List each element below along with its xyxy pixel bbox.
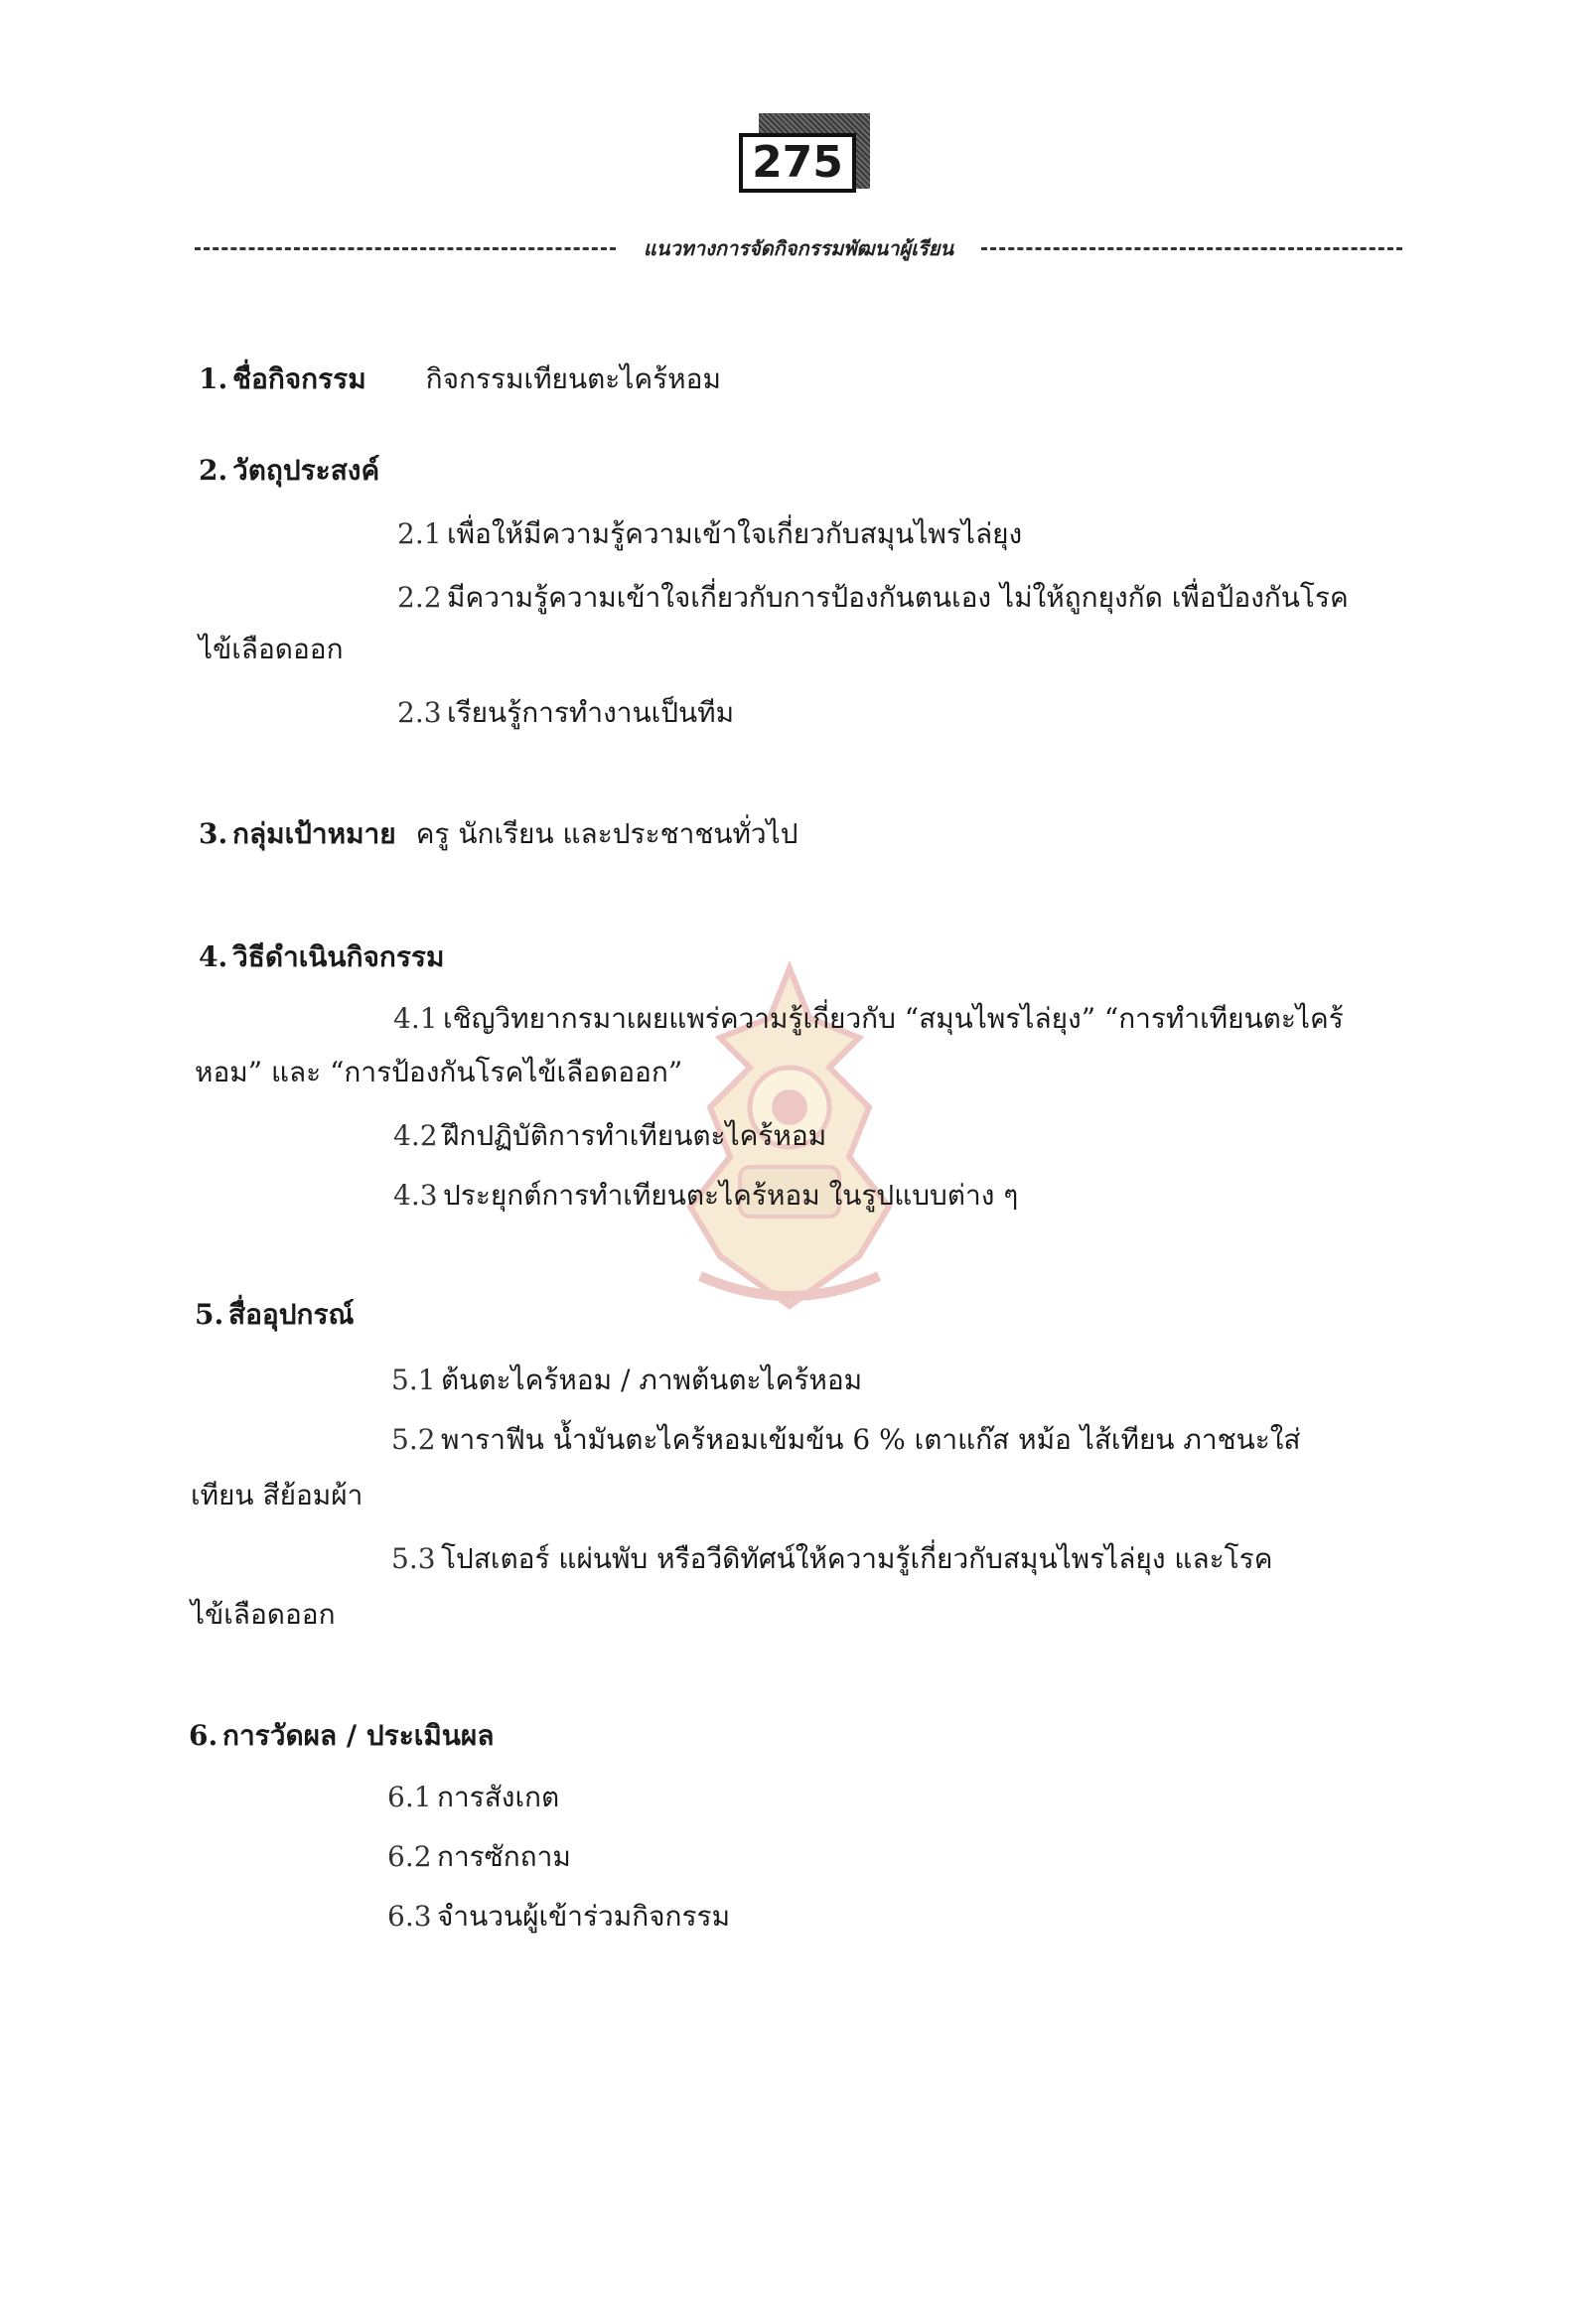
- item-number: 6.2: [387, 1840, 432, 1873]
- list-item: [393, 1178, 1018, 1214]
- header-title: แนวทางการจัดกิจกรรมพัฒนาผู้เรียน: [643, 236, 954, 260]
- item-number: 2.2: [397, 581, 442, 614]
- item-number: 5.1: [391, 1364, 436, 1396]
- list-item-continuation: หอม” และ “การป้องกันโรคไข้เลือดออก”: [195, 1056, 683, 1088]
- section-heading: วัตถุประสงค์: [232, 454, 380, 487]
- section-3: [199, 816, 798, 852]
- item-number: 2.3: [397, 696, 442, 729]
- item-number: 5.2: [391, 1423, 436, 1456]
- item-text: จำนวนผู้เข้าร่วมกิจกรรม: [437, 1900, 731, 1933]
- section-number: 6.: [189, 1719, 218, 1752]
- section-number: 2.: [199, 454, 228, 487]
- list-item: [387, 1899, 730, 1935]
- list-item: [397, 580, 1349, 616]
- item-text: พาราฟีน น้ำมันตะไคร้หอมเข้มข้น 6 % เตาแก๊ส หม้อ ไส้เทียน ภาชนะใส่: [441, 1423, 1301, 1456]
- list-item: [391, 1541, 1272, 1577]
- item-text: ประยุกต์การทำเทียนตะไคร้หอม ในรูปแบบต่าง ๆ: [443, 1179, 1019, 1212]
- list-item: [387, 1839, 571, 1875]
- item-text: การสังเกต: [437, 1781, 560, 1813]
- section-2: [199, 453, 379, 489]
- item-number: 4.1: [393, 1002, 438, 1035]
- item-number: 4.2: [393, 1119, 438, 1152]
- section-number: 1.: [199, 362, 228, 395]
- list-item-continuation: ไข้เลือดออก: [199, 633, 344, 665]
- list-item-continuation: ไข้เลือดออก: [191, 1598, 336, 1631]
- list-item: [387, 1780, 559, 1815]
- section-6: [189, 1718, 495, 1754]
- item-text: เพื่อให้มีความรู้ความเข้าใจเกี่ยวกับสมุนไพรไล่ยุง: [447, 517, 1023, 550]
- item-text: ฝึกปฏิบัติการทำเทียนตะไคร้หอม: [443, 1119, 827, 1152]
- list-item-continuation: เทียน สีย้อมผ้า: [191, 1479, 363, 1511]
- item-number: 2.1: [397, 517, 442, 550]
- item-text: ต้นตะไคร้หอม / ภาพต้นตะไคร้หอม: [441, 1364, 863, 1396]
- item-text: มีความรู้ความเข้าใจเกี่ยวกับการป้องกันตนเอง ไม่ให้ถูกยุงกัด เพื่อป้องกันโรค: [447, 581, 1349, 614]
- list-item: [391, 1422, 1301, 1458]
- section-number: 3.: [199, 817, 228, 850]
- item-number: 4.3: [393, 1179, 438, 1212]
- item-number: 5.3: [391, 1542, 436, 1575]
- section-heading: วิธีดำเนินกิจกรรม: [232, 940, 445, 973]
- item-text: เชิญวิทยากรมาเผยแพร่ความรู้เกี่ยวกับ “สมุนไพรไล่ยุง” “การทำเทียนตะไคร้: [443, 1002, 1344, 1035]
- item-text: โปสเตอร์ แผ่นพับ หรือวีดิทัศน์ให้ความรู้เกี่ยวกับสมุนไพรไล่ยุง และโรค: [441, 1542, 1273, 1575]
- item-number: 6.1: [387, 1781, 432, 1813]
- item-text: การซักถาม: [437, 1840, 571, 1873]
- section-5: [195, 1297, 354, 1333]
- target-group: ครู นักเรียน และประชาชนทั่วไป: [415, 817, 798, 850]
- section-heading: กลุ่มเป้าหมาย: [232, 817, 396, 850]
- section-number: 4.: [199, 940, 228, 973]
- list-item: [397, 695, 734, 731]
- item-number: 6.3: [387, 1900, 432, 1933]
- list-item: [397, 516, 1022, 552]
- item-text: เรียนรู้การทำงานเป็นทีม: [447, 696, 735, 729]
- section-4: [199, 939, 444, 975]
- section-heading: ชื่อกิจกรรม: [232, 362, 366, 395]
- section-heading: สื่ออุปกรณ์: [228, 1298, 355, 1331]
- activity-name: กิจกรรมเทียนตะไคร้หอม: [425, 362, 721, 395]
- section-1: [199, 361, 721, 397]
- list-item: [391, 1363, 862, 1398]
- section-number: 5.: [195, 1298, 224, 1331]
- page-number: 275: [739, 133, 856, 193]
- list-item: [393, 1001, 1344, 1037]
- section-heading: การวัดผล / ประเมินผล: [222, 1719, 495, 1752]
- list-item: [393, 1118, 826, 1154]
